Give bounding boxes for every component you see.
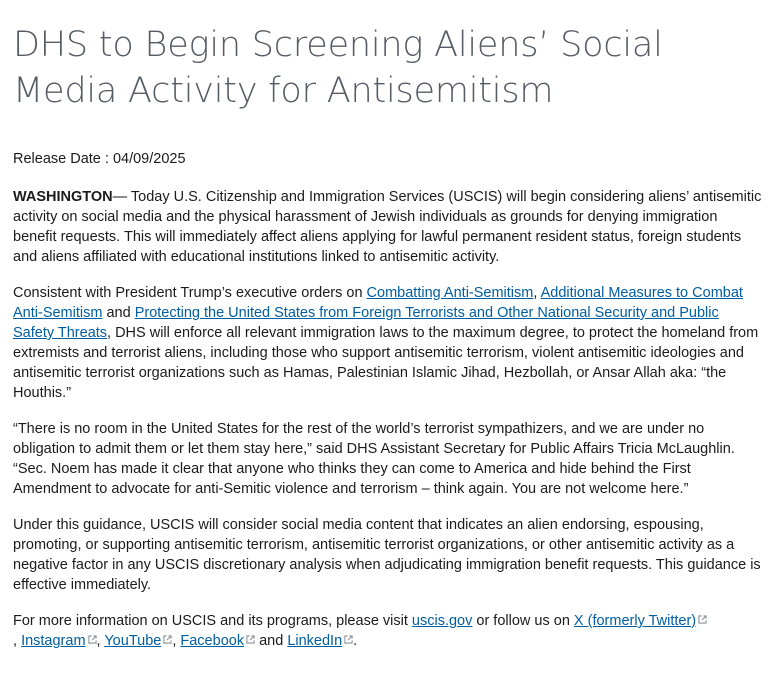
link-uscis-gov[interactable]: uscis.gov [411,613,473,629]
link-instagram[interactable]: Instagram [21,633,86,649]
paragraph-quote: “There is no room in the United States for the rest of the world’s terrorist sympathizers, and we are under no obligation to admit them or let them stay here,” said DHS Assistant Secretary for Public Affairs Tricia McLaughlin. “Sec. Noem has made it clear that anyone who thinks they can come to America and hide behind the First Amendment to advocate for anti-Semitic violence and terrorism – think again. You are not welcome here.” [13,421,735,497]
eo-text-4: , DHS will enforce all relevant immigration laws to the maximum degree, to protect the homeland from extremists and terrorist aliens, including those who support antisemitic terrorism, violent antisemitic ideologies and antisemitic terrorist organizations such as Hamas, Palestinian Islamic Jihad, Hezbollah, or Ansar Allah aka: “the Houthis.” [13,325,759,401]
external-link-icon [246,635,255,644]
paragraph-executive-orders [13,283,763,403]
page-title: DHS to Begin Screening Aliens’ Social Media Activity for Antisemitism [13,25,663,111]
paragraph-guidance: Under this guidance, USCIS will consider social media content that indicates an alien endorsing, espousing, promoting, or supporting antisemitic terrorism, antisemitic terrorist organizations, or other antisemitic activity as a negative factor in any USCIS discretionary analysis when adjudicating immigration benefit requests. This guidance is effective immediately. [13,517,761,593]
release-date-label: Release Date : [13,151,113,167]
eo-text-3: and [102,305,135,321]
info-text-5: , [172,633,181,649]
link-facebook[interactable]: Facebook [180,633,245,649]
link-protecting-the-united-states[interactable]: Protecting the United States from Foreign Terrorists and Other National Security and Public Safety Threats [13,305,719,341]
info-text-6: and [255,633,288,649]
link-additional-measures[interactable]: Additional Measures to Combat Anti-Semitism [13,285,743,321]
link-youtube[interactable]: YouTube [104,633,162,649]
external-link-icon [344,635,353,644]
dateline: WASHINGTON [13,189,113,205]
info-text-2: or follow us on [472,613,574,629]
paragraph-intro [13,187,763,267]
info-text-4: , [96,633,105,649]
link-x[interactable]: X (formerly Twitter) [573,613,697,629]
info-text-1: For more information on USCIS and its programs, please visit [13,613,412,629]
external-link-icon [163,635,172,644]
release-date-value: 04/09/2025 [112,151,186,167]
info-text-3: , [13,633,22,649]
paragraph-more-info [13,611,763,651]
release-date-line [13,149,763,169]
external-link-icon [88,635,97,644]
intro-text: — Today U.S. Citizenship and Immigration Services (USCIS) will begin considering aliens’ antisemitic activity on social media and the physical harassment of Jewish individuals as grounds for denying immigration benefit requests. This will immediately affect aliens applying for lawful permanent resident status, foreign students and aliens affiliated with educational institutions linked to antisemitic activity. [13,189,762,265]
external-link-icon [698,615,707,624]
eo-text-1: Consistent with President Trump’s executive orders on [13,285,367,301]
link-linkedin[interactable]: LinkedIn [287,633,343,649]
eo-text-2: , [533,285,541,301]
info-text-7: . [353,633,358,649]
link-combatting-anti-semitism[interactable]: Combatting Anti-Semitism [366,285,534,301]
